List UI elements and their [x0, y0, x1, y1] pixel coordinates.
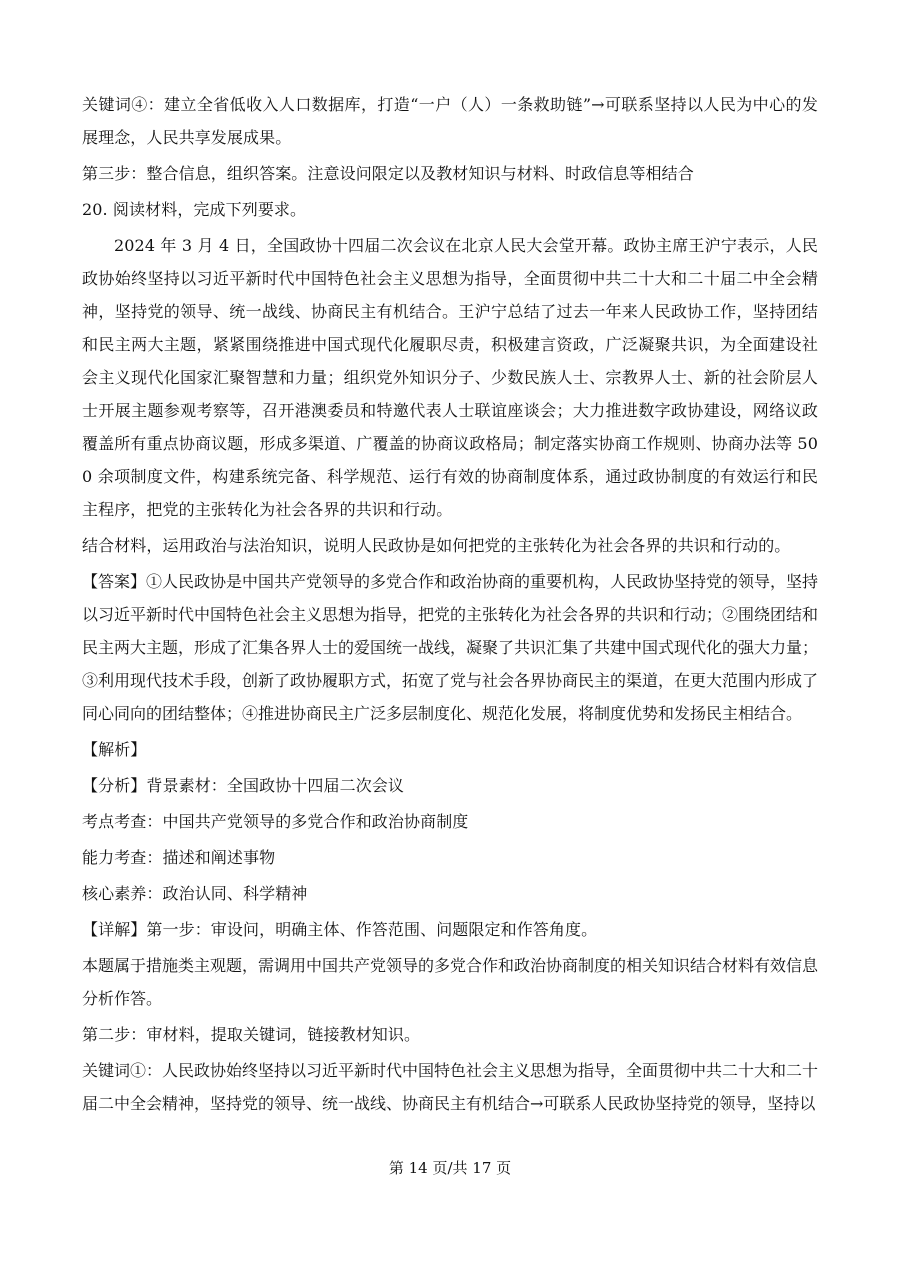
keyword4-paragraph: 关键词④：建立全省低收入人口数据库，打造“一户（人）一条救助链”→可联系坚持以人民为中心的发展理念，人民共享发展成果。: [82, 95, 818, 147]
analysis-literacy: 核心素养：政治认同、科学精神: [82, 884, 308, 903]
material-paragraph: 2024 年 3 月 4 日，全国政协十四届二次会议在北京人民大会堂开幕。政协主席王沪宁表示，人民政协始终坚持以习近平新时代中国特色社会主义思想为指导，全面贯彻中共二十大和二十届二中全会精神，坚持党的领导、统一战线、协商民主有机结合。王沪宁总结了过去一年来人民政协工作，坚持团结和民主两大主题，紧紧围绕推进中国式现代化履职尽责，积极建言资政，广泛凝聚共识，为全面建设社会主义现代化国家汇聚智慧和力量；组织党外知识分子、少数民族人士、宗教界人士、新的社会阶层人士开展主题参观考察等，召开港澳委员和特邀代表人士联谊座谈会；大力推进数字政协建设，网络议政覆盖所有重点协商议题，形成多渠道、广覆盖的协商议政格局；制定落实协商工作规则、协商办法等 500 余项制度文件，构建系统完备、科学规范、运行有效的协商制度体系，通过政协制度的有效运行和民主程序，把党的主张转化为社会各界的共识和行动。: [82, 236, 818, 519]
analysis-topic: 考点考查：中国共产党领导的多党合作和政治协商制度: [82, 812, 469, 831]
detail-step1: 【详解】第一步：审设问，明确主体、作答范围、问题限定和作答角度。: [82, 920, 598, 939]
detail-step2: 第二步：审材料，提取关键词，链接教材知识。: [82, 1025, 421, 1044]
question-prompt: 结合材料，运用政治与法治知识，说明人民政协是如何把党的主张转化为社会各界的共识和行动的。: [82, 536, 791, 555]
answer-paragraph: 【答案】①人民政协是中国共产党领导的多党合作和政治协商的重要机构，人民政协坚持党的领导，坚持以习近平新时代中国特色社会主义思想为指导，把党的主张转化为社会各界的共识和行动；②围绕团结和民主两大主题，形成了汇集各界人士的爱国统一战线，凝聚了共识汇集了共建中国式现代化的强大力量；③利用现代技术手段，创新了政协履职方式，拓宽了党与社会各界协商民主的渠道，在更大范围内形成了同心同向的团结整体；④推进协商民主广泛多层制度化、规范化发展，将制度优势和发扬民主相结合。: [82, 572, 819, 723]
document-page: [82, 88, 818, 1120]
page-number: 第 14 页/共 17 页: [388, 1159, 512, 1177]
question-title: 20. 阅读材料，完成下列要求。: [82, 200, 307, 219]
step3-line: 第三步：整合信息，组织答案。注意设问限定以及教材知识与材料、时政信息等相结合: [82, 164, 694, 183]
question-type-note: 本题属于措施类主观题，需调用中国共产党领导的多党合作和政治协商制度的相关知识结合材料有效信息分析作答。: [82, 956, 819, 1008]
analysis-ability: 能力考查：描述和阐述事物: [82, 848, 276, 867]
analysis-label: 【解析】: [82, 740, 147, 759]
material-block: [82, 229, 818, 526]
keyword1-paragraph: 关键词①：人民政协始终坚持以习近平新时代中国特色社会主义思想为指导，全面贯彻中共二十大和二十届二中全会精神，坚持党的领导、统一战线、协商民主有机结合→可联系人民政协坚持党的领导，坚持以: [82, 1061, 819, 1113]
page-footer: [0, 1158, 900, 1178]
analysis-background: 【分析】背景素材：全国政协十四届二次会议: [82, 776, 405, 795]
